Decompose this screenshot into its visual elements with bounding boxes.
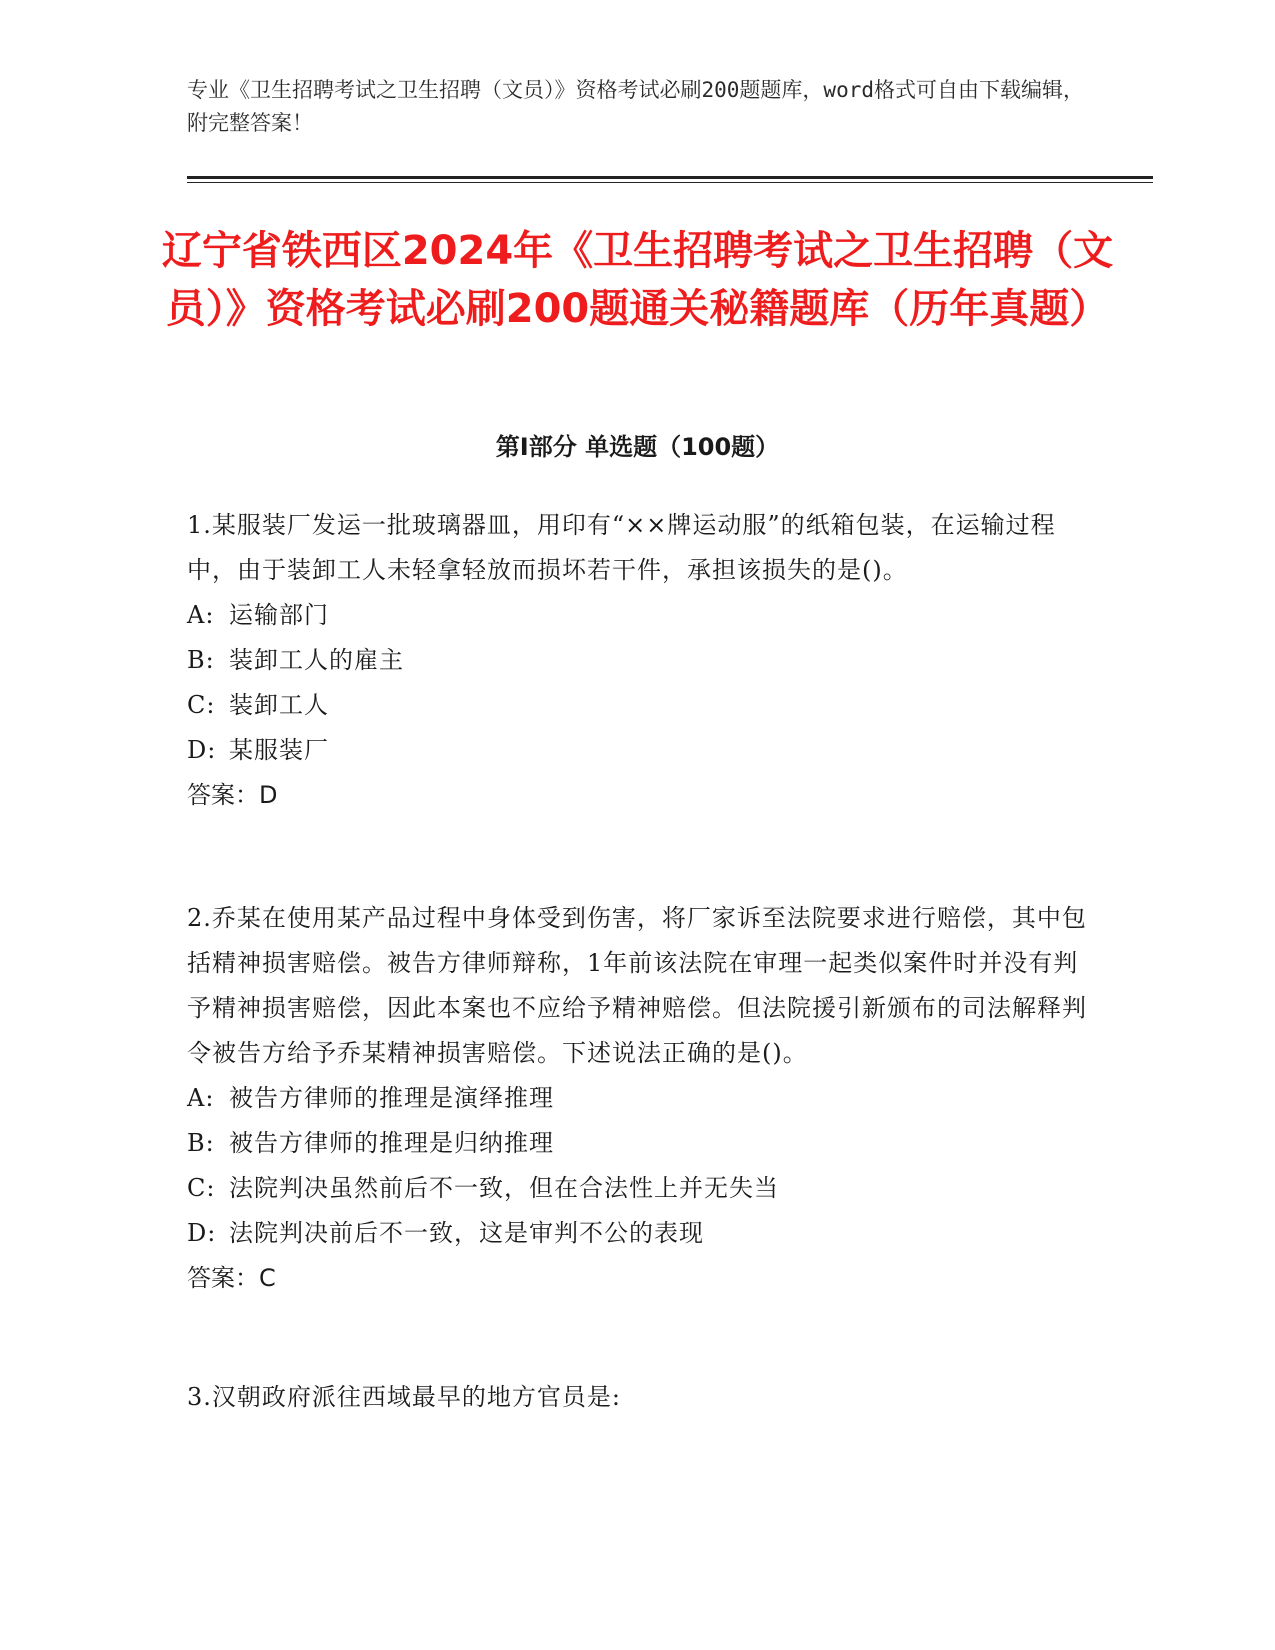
option-text: 某服装厂	[229, 736, 329, 764]
option-text: 被告方律师的推理是演绎推理	[229, 1084, 554, 1112]
option-letter: C:	[187, 691, 216, 719]
option-letter: A:	[187, 601, 215, 629]
option-letter: D:	[187, 736, 217, 764]
option-letter: A:	[187, 1084, 215, 1112]
option-a	[187, 1076, 1087, 1121]
option-letter: D:	[187, 1219, 217, 1247]
option-letter: B:	[187, 1129, 215, 1157]
question-stem: 1.某服装厂发运一批玻璃器皿，用印有“××牌运动服”的纸箱包装，在运输过程中，由于装卸工人未轻拿轻放而损坏若干件，承担该损失的是()。	[187, 511, 1056, 584]
option-text: 装卸工人的雇主	[229, 646, 404, 674]
question-stem: 3.汉朝政府派往西域最早的地方官员是:	[187, 1383, 621, 1411]
option-a	[187, 593, 1087, 638]
option-text: 运输部门	[229, 601, 329, 629]
question-3	[187, 1375, 1087, 1420]
answer: 答案：C	[187, 1264, 276, 1292]
section-title: 第I部分 单选题（100题）	[495, 433, 780, 461]
question-stem: 2.乔某在使用某产品过程中身体受到伤害，将厂家诉至法院要求进行赔偿，其中包括精神损害赔偿。被告方律师辩称，1年前该法院在审理一起类似案件时并没有判予精神损害赔偿，因此本案也不应给予精神赔偿。但法院援引新颁布的司法解释判令被告方给予乔某精神损害赔偿。下述说法正确的是()。	[187, 904, 1087, 1067]
option-b	[187, 638, 1087, 683]
option-d	[187, 728, 1087, 773]
option-letter: C:	[187, 1174, 216, 1202]
option-text: 法院判决虽然前后不一致，但在合法性上并无失当	[229, 1174, 779, 1202]
header-note: 专业《卫生招聘考试之卫生招聘（文员）》资格考试必刷200题题库，word格式可自由下载编辑，附完整答案！	[187, 78, 1084, 135]
answer: 答案：D	[187, 781, 278, 809]
option-b	[187, 1121, 1087, 1166]
header-divider-thin	[187, 182, 1153, 183]
option-text: 装卸工人	[229, 691, 329, 719]
question-1	[187, 503, 1087, 818]
option-c	[187, 1166, 1087, 1211]
option-text: 法院判决前后不一致，这是审判不公的表现	[229, 1219, 704, 1247]
option-c	[187, 683, 1087, 728]
option-text: 被告方律师的推理是归纳推理	[229, 1129, 554, 1157]
header-divider-thick	[187, 176, 1153, 179]
document-title: 辽宁省铁西区2024年《卫生招聘考试之卫生招聘（文员）》资格考试必刷200题通关秘籍题库（历年真题）	[161, 228, 1114, 332]
option-letter: B:	[187, 646, 215, 674]
question-2	[187, 896, 1087, 1301]
option-d	[187, 1211, 1087, 1256]
